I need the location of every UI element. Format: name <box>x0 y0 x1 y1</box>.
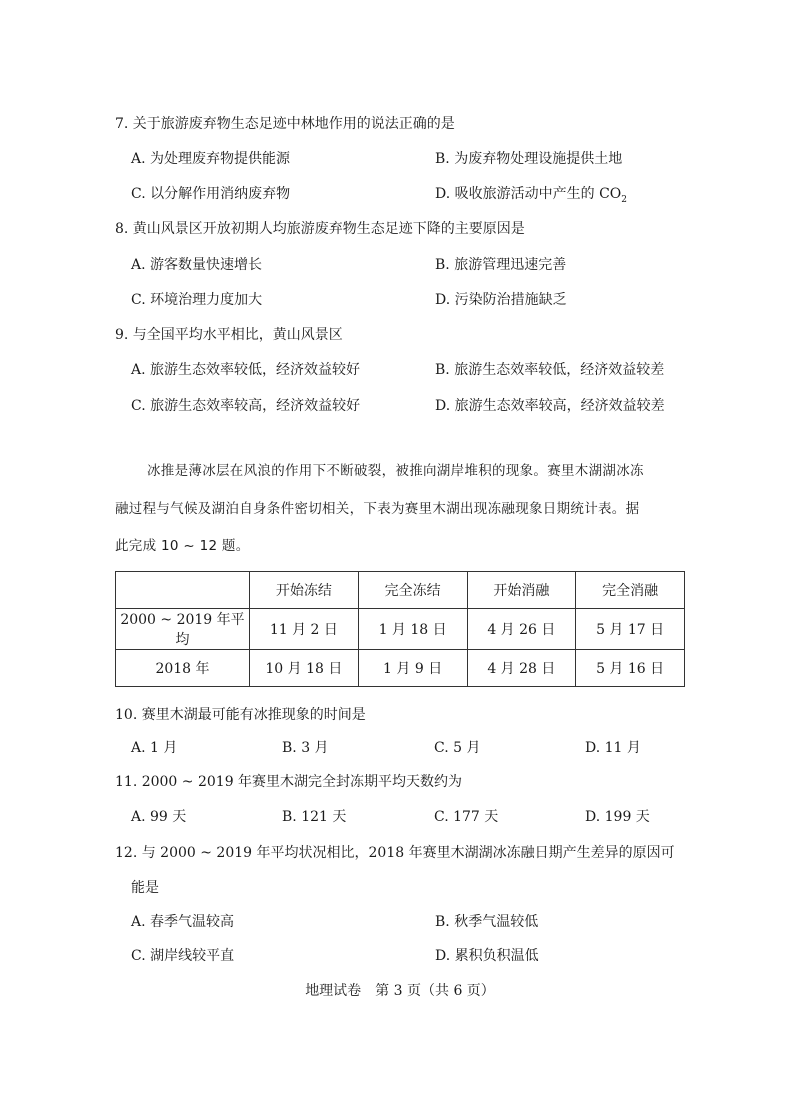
passage-line-1: 冰推是薄冰层在风浪的作用下不断破裂，被推向湖岸堆积的现象。赛里木湖湖冰冻 <box>147 463 644 479</box>
q9-option-b: B. 旅游生态效率较低，经济效益较差 <box>435 362 665 378</box>
q11-stem: 11. 2000 ~ 2019 年赛里木湖完全封冻期平均天数约为 <box>115 774 463 790</box>
table-header-cell: 完全消融 <box>576 572 685 609</box>
table-header-row <box>116 572 685 609</box>
passage-line-3: 此完成 10 ~ 12 题。 <box>115 538 250 554</box>
co2-subscript: 2 <box>621 194 627 205</box>
q9-stem: 9. 与全国平均水平相比，黄山风景区 <box>115 327 343 343</box>
page-footer: 地理试卷 第 3 页（共 6 页） <box>305 983 495 999</box>
q9-option-d: D. 旅游生态效率较高，经济效益较差 <box>435 398 665 414</box>
q10-stem: 10. 赛里木湖最可能有冰推现象的时间是 <box>115 707 366 723</box>
q8-option-a: A. 游客数量快速增长 <box>131 257 263 273</box>
q8-option-c: C. 环境治理力度加大 <box>131 292 263 308</box>
table-cell: 11 月 2 日 <box>250 609 359 650</box>
q7-option-c: C. 以分解作用消纳废弃物 <box>131 186 291 202</box>
q7-stem: 7. 关于旅游废弃物生态足迹中林地作用的说法正确的是 <box>115 116 455 132</box>
q7-option-b: B. 为废弃物处理设施提供土地 <box>435 151 623 167</box>
q12-stem-line-1: 12. 与 2000 ~ 2019 年平均状况相比，2018 年赛里木湖湖冰冻融日期产生差异的原因可 <box>115 845 675 861</box>
q10-option-a: A. 1 月 <box>131 740 178 756</box>
q10-option-d: D. 11 月 <box>585 740 641 756</box>
table-header-cell: 完全冻结 <box>358 572 467 609</box>
table-header-cell: 开始消融 <box>467 572 576 609</box>
table-header-cell <box>116 572 250 609</box>
q8-stem: 8. 黄山风景区开放初期人均旅游废弃物生态足迹下降的主要原因是 <box>115 221 525 237</box>
q8-option-b: B. 旅游管理迅速完善 <box>435 257 567 273</box>
table-cell: 4 月 26 日 <box>467 609 576 650</box>
q10-option-b: B. 3 月 <box>282 740 329 756</box>
q11-option-c: C. 177 天 <box>434 809 499 825</box>
q12-option-d: D. 累积负积温低 <box>435 948 539 964</box>
table-cell: 5 月 17 日 <box>576 609 685 650</box>
table-row <box>116 650 685 687</box>
q7-option-a: A. 为处理废弃物提供能源 <box>131 151 291 167</box>
q7-option-d <box>435 184 627 210</box>
q11-option-b: B. 121 天 <box>282 809 347 825</box>
q10-option-c: C. 5 月 <box>434 740 481 756</box>
table-cell: 4 月 28 日 <box>467 650 576 687</box>
q12-stem-line-2: 能是 <box>131 880 159 896</box>
table-cell: 1 月 9 日 <box>358 650 467 687</box>
q9-option-a: A. 旅游生态效率较低，经济效益较好 <box>131 362 361 378</box>
table-header-cell: 开始冻结 <box>250 572 359 609</box>
table-cell: 2000 ~ 2019 年平均 <box>116 609 250 650</box>
q11-option-a: A. 99 天 <box>131 809 187 825</box>
table-cell: 2018 年 <box>116 650 250 687</box>
table-cell: 10 月 18 日 <box>250 650 359 687</box>
passage-line-2: 融过程与气候及湖泊自身条件密切相关，下表为赛里木湖出现冻融现象日期统计表。据 <box>115 501 640 517</box>
q11-option-d: D. 199 天 <box>585 809 650 825</box>
table-cell: 5 月 16 日 <box>576 650 685 687</box>
q8-option-d: D. 污染防治措施缺乏 <box>435 292 567 308</box>
table-cell: 1 月 18 日 <box>358 609 467 650</box>
freeze-thaw-table <box>115 571 685 687</box>
q7-option-d-text: D. 吸收旅游活动中产生的 CO <box>435 186 622 202</box>
q9-option-c: C. 旅游生态效率较高，经济效益较好 <box>131 398 361 414</box>
q12-option-a: A. 春季气温较高 <box>131 914 235 930</box>
q12-option-b: B. 秋季气温较低 <box>435 914 539 930</box>
table-row <box>116 609 685 650</box>
q12-option-c: C. 湖岸线较平直 <box>131 948 235 964</box>
